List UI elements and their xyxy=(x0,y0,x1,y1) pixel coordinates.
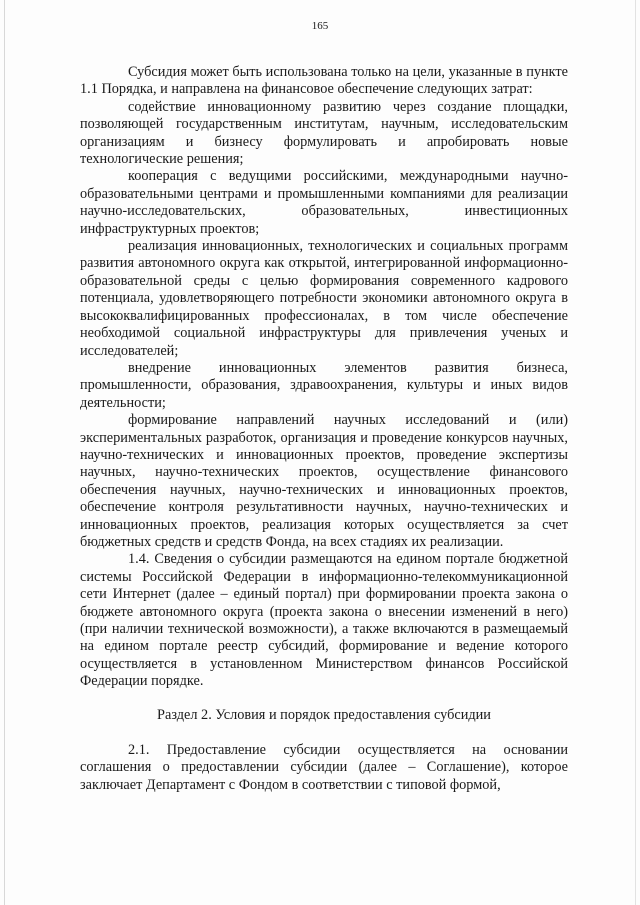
paragraph: формирование направлений научных исследований и (или) экспериментальных разработок, организация и проведение конкурсов научных, научно-технических и инновационных проектов, проведение экспертизы научных, научно-технических проектов, осуществление финансового обеспечения научных, научно-технических и инновационных проектов, обеспечение контроля результативности научных, научно-технических и инновационных проектов, реализация которых осуществляется за счет бюджетных средств и средств Фонда, на всех стадиях их реализации. xyxy=(80,412,568,550)
scan-edge-right xyxy=(635,0,636,905)
paragraph: 2.1. Предоставление субсидии осуществляется на основании соглашения о предоставлении субсидии (далее – Соглашение), которое заключает Департамент с Фондом в соответствии с типовой формой, xyxy=(80,742,568,793)
paragraph: внедрение инновационных элементов развития бизнеса, промышленности, образования, здравоохранения, культуры и иных видов деятельности; xyxy=(80,359,568,411)
paragraph: кооперация с ведущими российскими, международными научно-образовательными центрами и промышленными компаниями для реализации научно-исследовательских, образовательных, инвестиционных инфраструктурных проектов; xyxy=(80,168,568,237)
document-body xyxy=(80,64,568,794)
scan-edge-left xyxy=(4,0,5,905)
section-heading: Раздел 2. Условия и порядок предоставления субсидии xyxy=(157,706,491,723)
paragraph: 1.4. Сведения о субсидии размещаются на едином портале бюджетной системы Российской Федерации в информационно-телекоммуникационной сети Интернет (далее – единый портал) при формировании проекта закона о бюджете автономного округа (проекта закона о внесении изменений в него) (при наличии технической возможности), а также включаются в размещаемый на едином портале реестр субсидий, формирование и ведение которого осуществляется в установленном Министерством финансов Российской Федерации порядке. xyxy=(80,551,568,690)
paragraph: Субсидия может быть использована только на цели, указанные в пункте 1.1 Порядка, и направлена на финансовое обеспечение следующих затрат: xyxy=(80,64,568,98)
page-number: 165 xyxy=(311,20,329,32)
paragraph: содействие инновационному развитию через создание площадки, позволяющей государственным институтам, научным, исследовательским организациям и бизнесу формулировать и апробировать новые технологические решения; xyxy=(80,98,568,168)
paragraph: реализация инновационных, технологических и социальных программ развития автономного округа как открытой, интегрированной информационно-образовательной среды с целью формирования современного кадрового потенциала, удовлетворяющего потребности экономики автономного округа в высококвалифицированных профессионалах, в том числе обеспечение необходимой социальной инфраструктуры для привлечения ученых и исследователей; xyxy=(80,238,568,359)
